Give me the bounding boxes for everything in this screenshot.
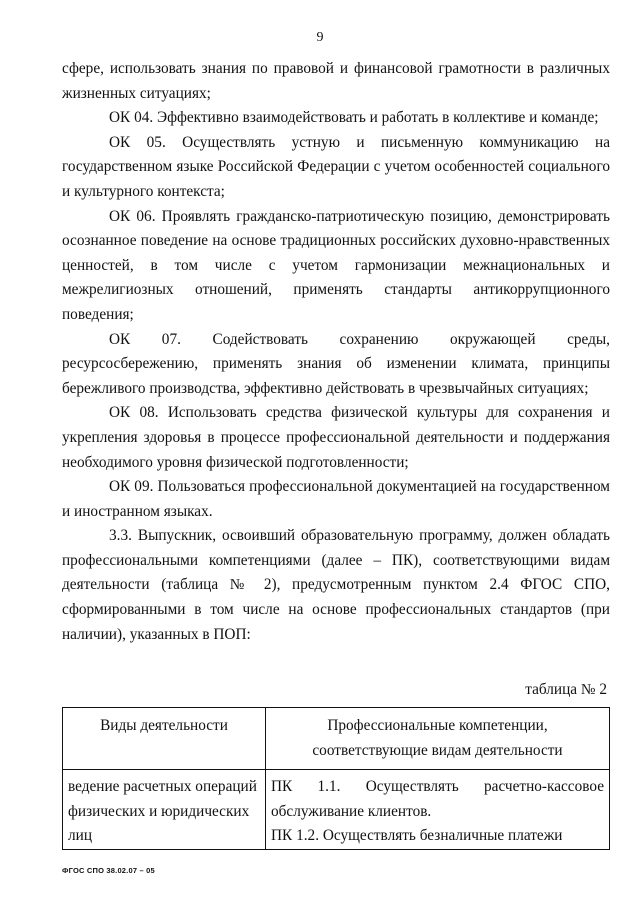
table-cell-activity: ведение расчетных операций физических и юридических лиц: [63, 770, 266, 850]
paragraph-ok07: ОК 07. Содействовать сохранению окружающей среды, ресурсосбережению, применять знания об изменении климата, принципы бережливого производства, эффективно действовать в чрезвычайных ситуациях;: [62, 330, 610, 397]
table-header-row: [63, 708, 610, 770]
table-header-competencies: Профессиональные компетенции, соответствующие видам деятельности: [266, 708, 610, 770]
paragraph-continuation: сфере, использовать знания по правовой и финансовой грамотности в различных жизненных ситуациях;: [62, 60, 610, 102]
table-caption: таблица № 2: [525, 681, 607, 698]
paragraph-ok08: ОК 08. Использовать средства физической культуры для сохранения и укрепления здоровья в процессе профессиональной деятельности и поддержания необходимого уровня физической подготовленности;: [62, 404, 610, 471]
competency-pk-1-1: ПК 1.1. Осуществлять расчетно-кассовое обслуживание клиентов.: [271, 778, 604, 820]
footer-standard-code: ФГОС СПО 38.02.07 – 05: [62, 866, 155, 875]
table-row: [63, 770, 610, 850]
competencies-table: [62, 707, 610, 850]
paragraph-ok05: ОК 05. Осуществлять устную и письменную коммуникацию на государственном языке Российской Федерации с учетом особенностей социального и культурного контекста;: [62, 133, 610, 200]
paragraph-ok09: ОК 09. Пользоваться профессиональной документацией на государственном и иностранном языках.: [62, 478, 610, 520]
competency-pk-1-2: ПК 1.2. Осуществлять безналичные платежи: [271, 827, 563, 845]
paragraph-ok04: ОК 04. Эффективно взаимодействовать и работать в коллективе и команде;: [109, 109, 599, 127]
document-body: [62, 57, 610, 647]
table-cell-competencies: [266, 770, 610, 850]
paragraph-3-3: 3.3. Выпускник, освоивший образовательную программу, должен обладать профессиональными компетенциями (далее – ПК), соответствующими видам деятельности (таблица № 2), предусмотренным пунктом 2.4 ФГОС СПО, сформированными в том числе на основе профессиональных стандартов (при наличии), указанных в ПОП:: [62, 527, 610, 643]
paragraph-ok06: ОК 06. Проявлять гражданско-патриотическую позицию, демонстрировать осознанное поведение на основе традиционных российских духовно-нравственных ценностей, в том числе с учетом гармонизации межнациональных и межрелигиозных отношений, применять стандарты антикоррупционного поведения;: [62, 207, 610, 323]
page-number: 9: [316, 30, 324, 45]
table-header-activities: Виды деятельности: [63, 708, 266, 770]
